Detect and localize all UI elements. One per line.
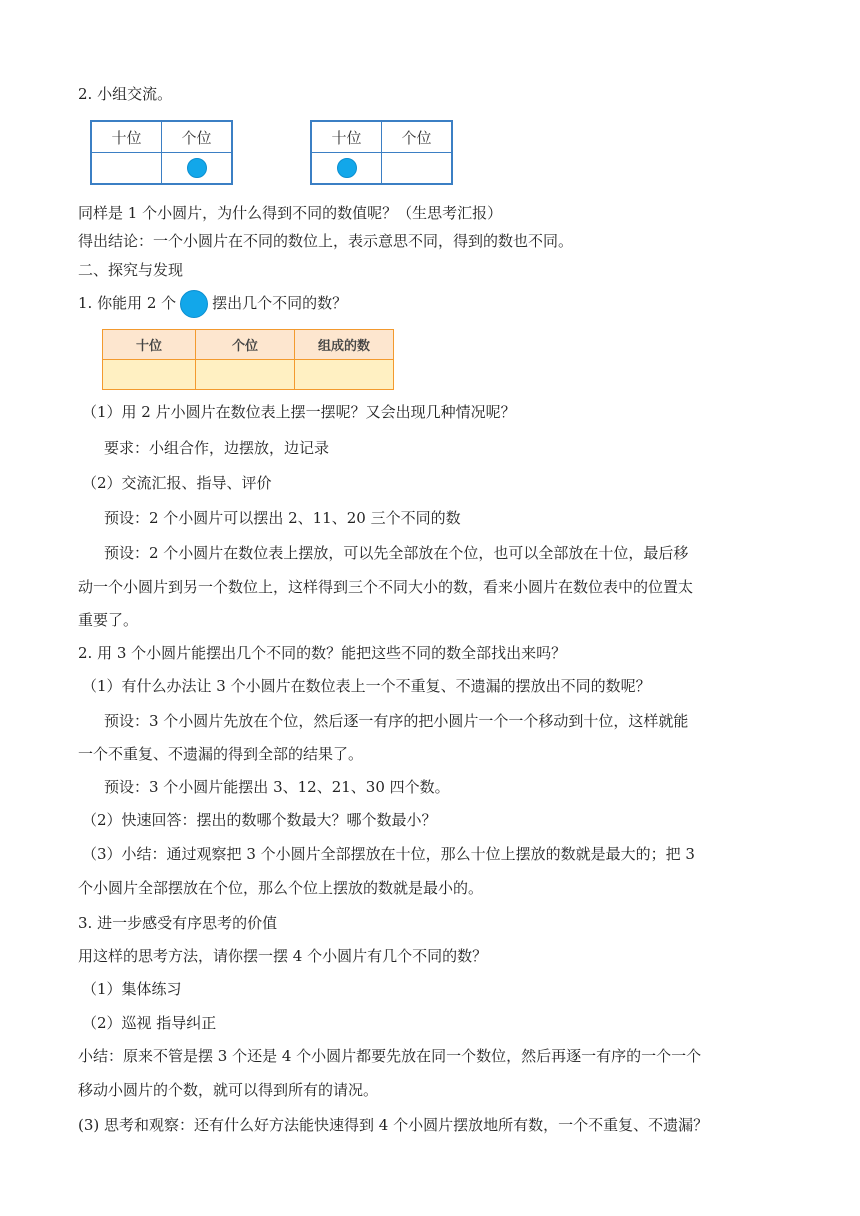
conclusion-line: 得出结论：一个小圆片在不同的数位上，表示意思不同，得到的数也不同。 (78, 232, 574, 250)
text-line: 用这样的思考方法，请你摆一摆 4 个小圆片有几个不同的数？ (78, 947, 488, 965)
text-line: 2. 用 3 个小圆片能摆出几个不同的数？能把这些不同的数全部找出来吗？ (78, 644, 567, 662)
composition-table (102, 329, 394, 390)
question-two-discs (78, 290, 347, 318)
cell-tens (91, 153, 162, 185)
text-line: (3) 思考和观察：还有什么好方法能快速得到 4 个小圆片摆放地所有数，一个不重复、不遗漏？ (78, 1116, 709, 1134)
cell-ones (382, 153, 453, 185)
cell-number (295, 360, 394, 390)
disc-icon (187, 158, 207, 178)
place-value-table-tens (310, 120, 453, 185)
header-number: 组成的数 (295, 330, 394, 360)
text-line: （1）有什么办法让 3 个小圆片在数位表上一个不重复、不遗漏的摆放出不同的数呢？ (82, 677, 651, 695)
cell-ones (162, 153, 233, 185)
header-tens: 十位 (311, 121, 382, 153)
text-line: 预设：2 个小圆片在数位表上摆放，可以先全部放在个位，也可以全部放在十位，最后移 (104, 544, 689, 562)
text-line: （3）小结：通过观察把 3 个小圆片全部摆放在十位，那么十位上摆放的数就是最大的；把 3 (82, 845, 695, 863)
header-ones: 个位 (162, 121, 233, 153)
place-value-table-ones (90, 120, 233, 185)
text-line: （1）用 2 片小圆片在数位表上摆一摆呢？又会出现几种情况呢？ (82, 403, 516, 421)
header-ones: 个位 (382, 121, 453, 153)
disc-icon (337, 158, 357, 178)
cell-tens (103, 360, 196, 390)
text-line: 小结：原来不管是摆 3 个还是 4 个小圆片都要先放在同一个数位，然后再逐一有序的一个一个 (78, 1047, 702, 1065)
disc-icon (180, 290, 208, 318)
text-line: 要求：小组合作，边摆放，边记录 (104, 439, 330, 457)
cell-ones (196, 360, 295, 390)
text-line: 预设：3 个小圆片能摆出 3、12、21、30 四个数。 (104, 778, 450, 796)
text-line: 一个不重复、不遗漏的得到全部的结果了。 (78, 745, 364, 763)
text-line: （2）快速回答：摆出的数哪个数最大？哪个数最小？ (82, 811, 437, 829)
text-line: 移动小圆片的个数，就可以得到所有的请况。 (78, 1081, 379, 1099)
text-line: 重要了。 (78, 611, 139, 629)
question-two-discs-before: 1. 你能用 2 个 (78, 294, 177, 312)
text-line: （1）集体练习 (82, 980, 182, 998)
question-line: 同样是 1 个小圆片，为什么得到不同的数值呢？（生思考汇报） (78, 204, 503, 222)
section-heading-group-exchange: 2. 小组交流。 (78, 85, 173, 103)
text-line: 预设：3 个小圆片先放在个位，然后逐一有序的把小圆片一个一个移动到十位，这样就能 (104, 712, 689, 730)
cell-tens (311, 153, 382, 185)
text-line: 3. 进一步感受有序思考的价值 (78, 914, 278, 932)
text-line: （2）巡视 指导纠正 (82, 1014, 217, 1032)
header-ones: 个位 (196, 330, 295, 360)
header-tens: 十位 (103, 330, 196, 360)
question-two-discs-after: 摆出几个不同的数？ (212, 294, 348, 312)
text-line: 动一个小圆片到另一个数位上，这样得到三个不同大小的数，看来小圆片在数位表中的位置太 (78, 578, 694, 596)
text-line: （2）交流汇报、指导、评价 (82, 474, 272, 492)
section-heading-explore: 二、探究与发现 (78, 261, 184, 279)
text-line: 个小圆片全部摆放在个位，那么个位上摆放的数就是最小的。 (78, 879, 484, 897)
text-line: 预设：2 个小圆片可以摆出 2、11、20 三个不同的数 (104, 509, 461, 527)
header-tens: 十位 (91, 121, 162, 153)
